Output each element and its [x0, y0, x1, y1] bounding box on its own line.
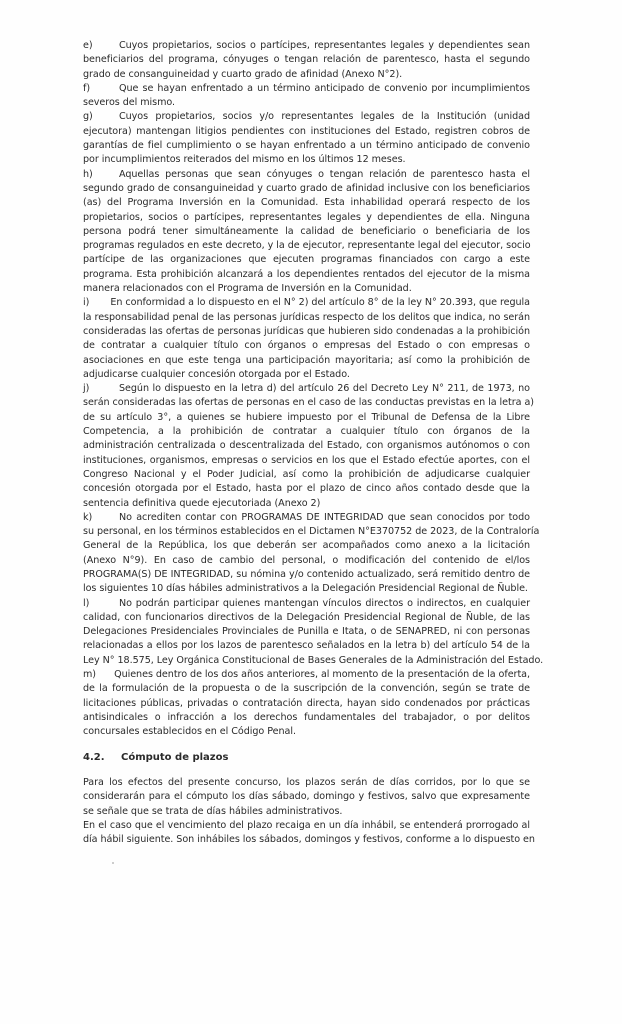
- list-item: [83, 597, 544, 668]
- text-line: la responsabilidad penal de las personas jurídicas respecto de los delitos que indica, no serán: [83, 311, 530, 323]
- text-line: los siguientes 10 días hábiles administrativos a la Delegación Presidencial Regional de Ñuble.: [83, 583, 528, 595]
- list-item: [83, 168, 530, 297]
- text-line: Delegaciones Presidenciales Provinciales de Punilla e Itata, o de SENAPRED, ni con personas: [83, 626, 530, 638]
- text-line: licitaciones públicas, privadas o contratación directa, hayan sido condenados por prácticas: [83, 697, 530, 709]
- list-item: [83, 39, 530, 82]
- item-text: Que se hayan enfrentado a un término anticipado de convenio por incumplimientos: [119, 82, 530, 94]
- section-title: Cómputo de plazos: [121, 752, 229, 763]
- text-line: [83, 382, 530, 396]
- item-label: g): [83, 111, 93, 123]
- text-line: garantías de fiel cumplimiento o se hayan enfrentado a un término anticipado de convenio: [83, 140, 530, 152]
- section-heading: [83, 751, 228, 765]
- text-line: manera relacionados con el Programa de Inversión en la Comunidad.: [83, 283, 412, 295]
- list-item: [83, 668, 530, 739]
- text-line: [83, 82, 530, 96]
- text-line: concesión otorgada por el Estado, hasta por el plazo de cinco años contado desde que la: [83, 483, 530, 495]
- item-text: Cuyos propietarios, socios o partícipes, representantes legales y dependientes sean: [119, 40, 530, 51]
- text-line: (Anexo N°9). En caso de cambio del personal, o modificación del contenido de el/los: [83, 554, 530, 566]
- text-line: consideradas las ofertas de personas jurídicas que hubieren sido condenadas a la prohibición: [83, 325, 530, 337]
- list-item: [83, 110, 530, 167]
- text-line: [83, 168, 530, 182]
- text-line: beneficiarios del programa, cónyuges o tengan relación de parentesco, hasta el segundo: [83, 54, 530, 66]
- text-line: su personal, en los términos establecidos en el Dictamen N°E370752 de 2023, de la Contraloría: [83, 526, 540, 538]
- item-label: m): [83, 669, 96, 681]
- item-label: h): [83, 168, 93, 180]
- item-text: En conformidad a lo dispuesto en el N° 2) del artículo 8° de la ley N° 20.393, que regula: [110, 297, 530, 309]
- inhabilities-list: [83, 39, 544, 740]
- item-text: No podrán participar quienes mantengan vínculos directos o indirectos, en cualquier: [119, 597, 530, 609]
- text-line: se señale que se trata de días hábiles administrativos.: [83, 805, 343, 817]
- text-line: [83, 110, 530, 124]
- item-label: j): [83, 383, 90, 395]
- text-line: sentencia definitiva quede ejecutoriada (Anexo 2): [83, 497, 321, 509]
- item-text: Cuyos propietarios, socios y/o representantes legales de la Institución (unidad: [119, 111, 530, 123]
- text-line: PROGRAMA(S) DE INTEGRIDAD, su nómina y/o contenido actualizado, será remitido dentro de: [83, 568, 530, 580]
- text-line: Para los efectos del presente concurso, los plazos serán de días corridos, por lo que se: [83, 777, 530, 788]
- text-line: Ley N° 18.575, Ley Orgánica Constitucional de Bases Generales de la Administración del Estado.: [83, 654, 544, 666]
- text-line: programa. Esta prohibición alcanzará a los dependientes rentados del ejecutor de la misma: [83, 268, 530, 280]
- list-item: [83, 511, 540, 597]
- text-line: persona podrá tener simultáneamente la calidad de beneficiario o beneficiaria de los: [83, 225, 530, 237]
- text-line: calidad, con funcionarios directivos de la Delegación Presidencial Regional de Ñuble, de las: [83, 611, 530, 623]
- list-item: [83, 382, 534, 511]
- text-line: [83, 668, 530, 682]
- text-line: En el caso que el vencimiento del plazo recaiga en un día inhábil, se entenderá prorrogado al: [83, 819, 530, 831]
- list-item: [83, 82, 530, 111]
- text-line: [83, 597, 530, 611]
- text-line: [83, 39, 530, 53]
- section-number: 4.2.: [83, 752, 105, 763]
- text-line: asociaciones en que este tenga una participación mayoritaria; así como la prohibición de: [83, 354, 530, 366]
- list-item: [83, 296, 530, 382]
- item-text: Según lo dispuesto en la letra d) del artículo 26 del Decreto Ley N° 211, de 1973, no: [119, 383, 530, 395]
- item-text: No acrediten contar con PROGRAMAS DE INTEGRIDAD que sean conocidos por todo: [119, 511, 530, 523]
- text-line: de su artículo 3°, a quienes se hubiere impuesto por el Tribunal de Defensa de la Libre: [83, 411, 530, 423]
- item-text: Quienes dentro de los dos años anteriores, al momento de la presentación de la oferta,: [114, 669, 530, 681]
- text-line: día hábil siguiente. Son inhábiles los sábados, domingos y festivos, conforme a lo dispuesto en: [83, 834, 535, 846]
- text-line: severos del mismo.: [83, 97, 176, 109]
- text-line: [83, 296, 530, 310]
- item-label: e): [83, 40, 93, 51]
- text-line: propietarios, socios o partícipes, representantes legales y dependientes de ella. Ninguna: [83, 211, 530, 223]
- text-line: serán consideradas las ofertas de personas en el caso de las conductas previstas en la letra a): [83, 397, 534, 409]
- text-line: por incumplimientos reiterados del mismo en los últimos 12 meses.: [83, 154, 406, 166]
- item-label: l): [83, 597, 90, 609]
- text-line: adjudicarse cualquier concesión otorgada por el Estado.: [83, 368, 350, 380]
- text-line: considerarán para el cómputo los días sábado, domingo y festivos, salvo que expresamente: [83, 791, 530, 803]
- text-line: Competencia, a la prohibición de contratar a cualquier título con órganos de la: [83, 426, 530, 438]
- item-label: f): [83, 82, 91, 94]
- text-line: relacionadas a ellos por los lazos de parentesco señalados en la letra b) del artículo 54 de la: [83, 640, 530, 652]
- text-line: de la formulación de la propuesta o de la suscripción de la convención, según se trate de: [83, 683, 530, 695]
- text-line: programas regulados en este decreto, y la de ejecutor, representante legal del ejecutor, socio: [83, 240, 531, 252]
- text-line: General de la República, los que deberán ser acompañados como anexo a la licitación: [83, 540, 530, 552]
- text-line: partícipe de las organizaciones que ejecuten programas financiados con cargo a este: [83, 254, 530, 266]
- item-label: k): [83, 511, 93, 523]
- item-text: Aquellas personas que sean cónyuges o tengan relación de parentesco hasta el: [119, 168, 530, 180]
- text-line: Congreso Nacional y el Poder Judicial, así como la prohibición de adjudicarse cualquier: [83, 468, 530, 480]
- text-line: antisindicales o infracción a los derechos fundamentales del trabajador, o por delitos: [83, 711, 530, 723]
- text-line: (as) del Programa Inversión en la Comunidad. Esta inhabilidad operará respecto de los: [83, 197, 530, 209]
- text-line: de contratar a cualquier título con órganos o empresas del Estado o con empresas o: [83, 340, 530, 352]
- item-label: i): [83, 297, 90, 309]
- scan-speck: [112, 862, 114, 864]
- section-paragraph: [83, 776, 535, 847]
- text-line: instituciones, organismos, empresas o servicios en los que el Estado efectúe aportes, con el: [83, 454, 530, 466]
- text-line: segundo grado de consanguineidad y cuarto grado de afinidad inclusive con los beneficiarios: [83, 182, 530, 194]
- text-line: [83, 511, 530, 525]
- text-line: ejecutora) mantengan litigios pendientes con instituciones del Estado, registren cobros de: [83, 125, 530, 137]
- text-line: grado de consanguineidad y cuarto grado de afinidad (Anexo N°2).: [83, 68, 403, 80]
- text-line: administración centralizada o descentralizada del Estado, con organismos autónomos o con: [83, 440, 530, 452]
- text-line: concursales establecidos en el Código Penal.: [83, 726, 296, 738]
